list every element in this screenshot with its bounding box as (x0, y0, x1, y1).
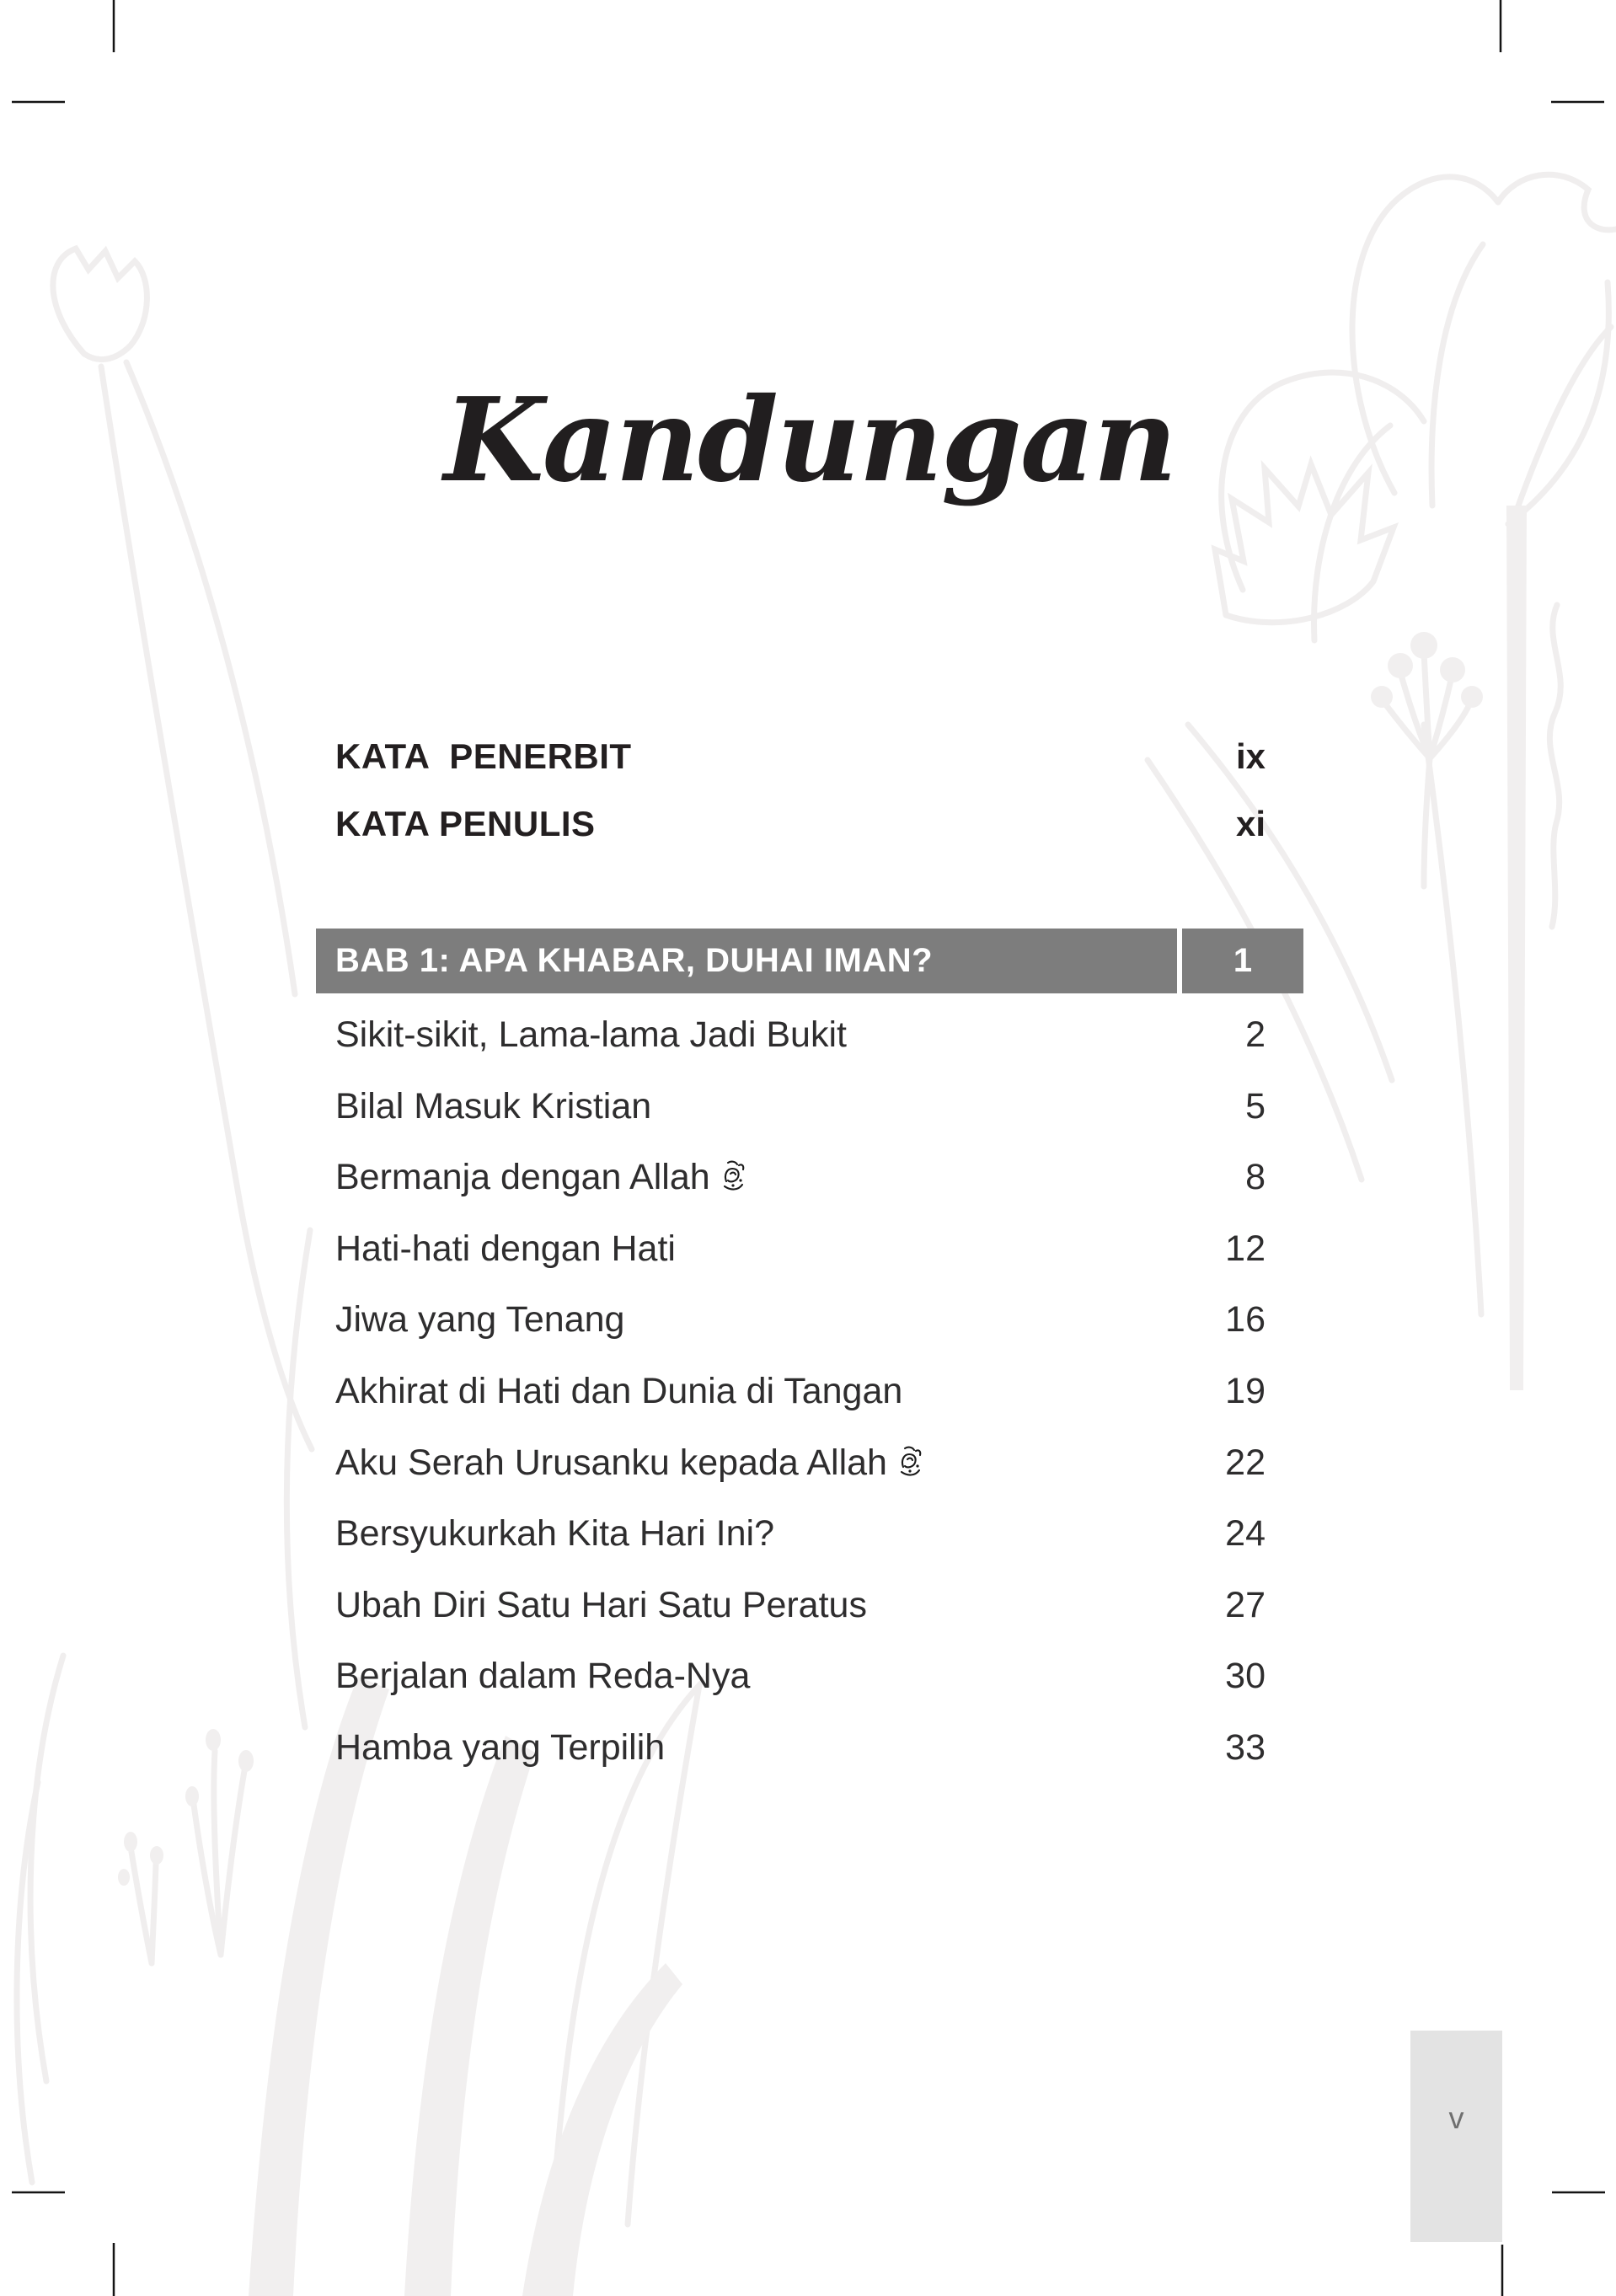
chapter-header-title-box (316, 929, 1177, 993)
front-matter-list (335, 723, 1266, 858)
toc-entry-title: Hati-hati dengan Hati (335, 1228, 676, 1269)
toc-entry-row (335, 1071, 1266, 1143)
front-matter-page-number: xi (1235, 804, 1266, 843)
toc-entry-row (335, 1427, 1266, 1499)
allah-honorific-icon (897, 1432, 923, 1503)
front-matter-label: KATA PENULIS (335, 804, 596, 843)
toc-entry-page-number: 16 (1225, 1299, 1266, 1341)
chapter-header-page-number: 1 (1233, 942, 1253, 979)
toc-entry-title: Berjalan dalam Reda-Nya (335, 1656, 751, 1697)
toc-entry-page-number: 27 (1225, 1584, 1266, 1625)
toc-entry-page-number: 8 (1245, 1157, 1266, 1198)
toc-entry-title: Bersyukurkah Kita Hari Ini? (335, 1513, 774, 1555)
chapter-header-page-box (1182, 929, 1303, 993)
toc-entry-title: Ubah Diri Satu Hari Satu Peratus (335, 1584, 867, 1625)
chapter-header-bar (316, 929, 1303, 993)
toc-entry-page-number: 5 (1245, 1085, 1266, 1127)
front-matter-row (335, 723, 1266, 790)
toc-entry-page-number: 2 (1245, 1014, 1266, 1055)
toc-entry-title: Sikit-sikit, Lama-lama Jadi Bukit (335, 1014, 847, 1055)
toc-entry-page-number: 12 (1225, 1228, 1266, 1269)
toc-entry-row (335, 1712, 1266, 1784)
toc-entry-page-number: 24 (1225, 1513, 1266, 1555)
toc-entry-row (335, 999, 1266, 1071)
toc-entry-title: Jiwa yang Tenang (335, 1299, 625, 1341)
toc-entry-row (335, 1142, 1266, 1213)
toc-entry-page-number: 22 (1225, 1442, 1266, 1483)
page-title: Kandungan (443, 372, 1176, 508)
front-matter-row (335, 790, 1266, 858)
toc-entry-row (335, 1498, 1266, 1570)
toc-entry-title: Bermanja dengan Allah (335, 1142, 746, 1213)
front-matter-page-number: ix (1235, 736, 1266, 776)
toc-entry-title: Hamba yang Terpilih (335, 1726, 666, 1768)
toc-entry-title: Bilal Masuk Kristian (335, 1085, 652, 1127)
toc-entry-row (335, 1356, 1266, 1427)
toc-entry-row (335, 1570, 1266, 1641)
toc-entry-row (335, 1640, 1266, 1712)
front-matter-label: KATA PENERBIT (335, 736, 632, 776)
toc-entry-page-number: 30 (1225, 1656, 1266, 1697)
toc-entry-title: Akhirat di Hati dan Dunia di Tangan (335, 1370, 903, 1411)
allah-honorific-icon (720, 1146, 746, 1218)
toc-entry-row (335, 1284, 1266, 1356)
toc-entry-page-number: 33 (1225, 1726, 1266, 1768)
toc-entry-list (335, 999, 1266, 1784)
folio-tab (1410, 2031, 1502, 2242)
toc-entry-title: Aku Serah Urusanku kepada Allah (335, 1427, 923, 1499)
toc-entry-page-number: 19 (1225, 1370, 1266, 1411)
toc-entry-row (335, 1213, 1266, 1285)
folio-page-number: v (1448, 2101, 1464, 2135)
chapter-header-title: BAB 1: APA KHABAR, DUHAI IMAN? (335, 942, 934, 979)
